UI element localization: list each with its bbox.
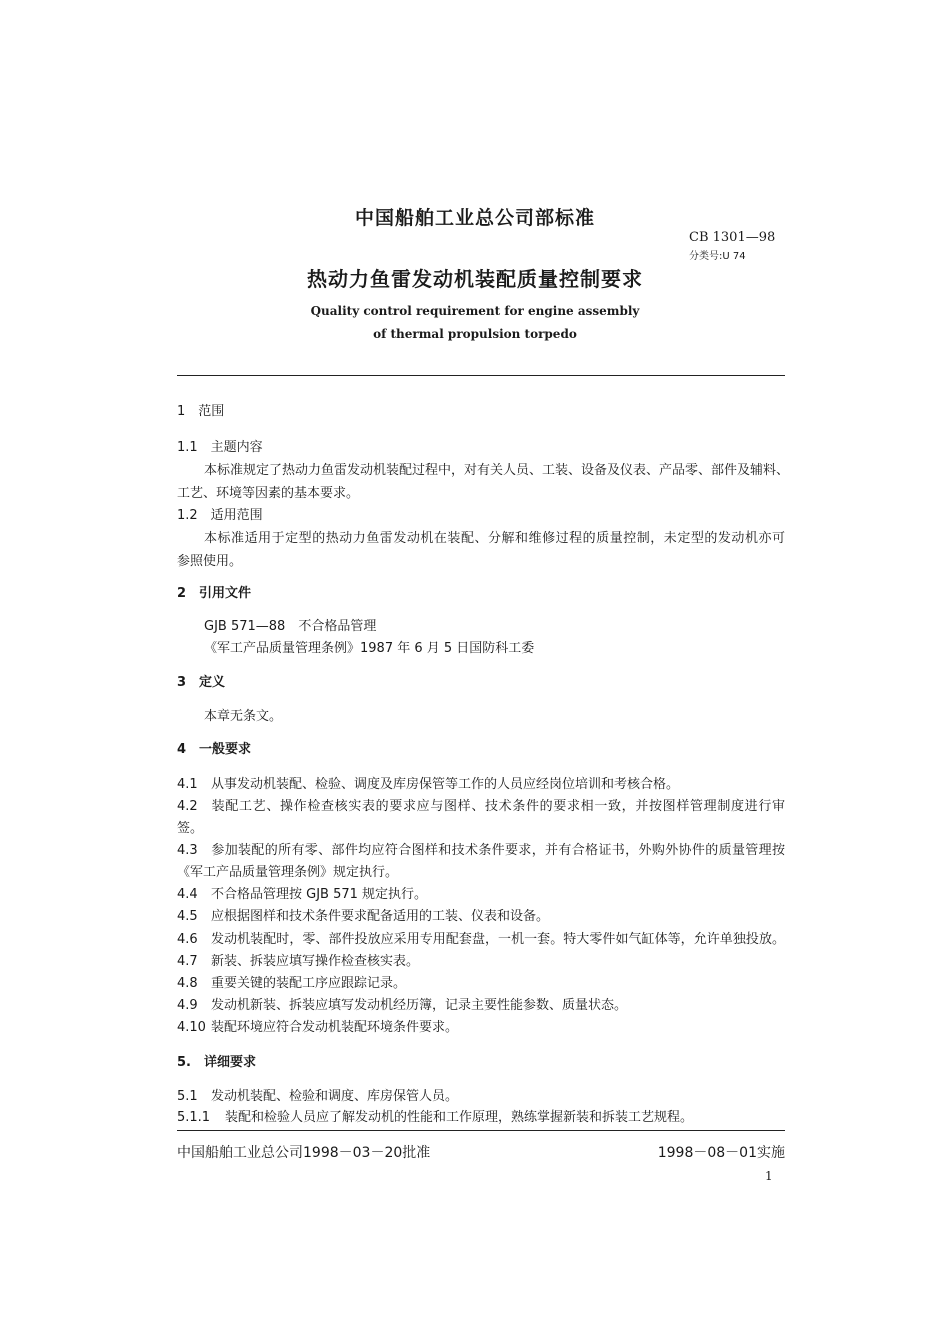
section-3-heading: 3 定义 <box>177 675 226 690</box>
section-1-1-text-line1: 本标准规定了热动力鱼雷发动机装配过程中，对有关人员、工装、设备及仪表、产品零、部件及辅料、 <box>204 463 790 478</box>
section-1-1-heading: 1.1 主题内容 <box>177 440 263 455</box>
clause-text: 装配环境应符合发动机装配环境条件要求。 <box>211 1020 459 1035</box>
clause-4-3 <box>177 843 785 859</box>
clause-4-10 <box>177 1020 458 1036</box>
section-5-heading: 5. 详细要求 <box>177 1055 256 1070</box>
clause-text: 参加装配的所有零、部件均应符合图样和技术条件要求，并有合格证书，外购外协件的质量管理按 <box>211 843 785 858</box>
standard-code: CB 1301—98 <box>689 230 776 245</box>
clause-5-1 <box>177 1089 458 1105</box>
clause-text: 装配工艺、操作检查核实表的要求应与图样、技术条件的要求相一致，并按图样管理制度进行审 <box>211 799 785 814</box>
section-1-2-text-line2: 参照使用。 <box>177 554 243 569</box>
document-title-chinese: 热动力鱼雷发动机装配质量控制要求 <box>307 267 643 291</box>
page-number: 1 <box>765 1169 773 1183</box>
clause-number: 4.6 <box>177 932 198 947</box>
clause-4-2-continued: 签。 <box>177 821 204 836</box>
clause-text: 发动机装配时，零、部件投放应采用专用配套盘，一机一套。特大零件如气缸体等，允许单独投放。 <box>211 932 785 947</box>
clause-4-4 <box>177 887 427 903</box>
clause-text: 应根据图样和技术条件要求配备适用的工装、仪表和设备。 <box>211 909 550 924</box>
reference-quality-regulation: 《军工产品质量管理条例》1987 年 6 月 5 日国防科工委 <box>204 641 535 656</box>
clause-text: 发动机装配、检验和调度、库房保管人员。 <box>211 1089 459 1104</box>
clause-number: 4.1 <box>177 777 198 792</box>
clause-number: 4.5 <box>177 909 198 924</box>
section-2-heading: 2 引用文件 <box>177 586 252 601</box>
section-1-heading: 1 范围 <box>177 404 225 419</box>
implementation-date: 1998－08－01实施 <box>657 1145 785 1161</box>
issuing-organization: 中国船舶工业总公司部标准 <box>354 207 595 229</box>
document-title-english-line1: Quality control requirement for engine assembly <box>310 304 640 318</box>
clause-4-6 <box>177 932 785 948</box>
section-3-text: 本章无条文。 <box>204 709 283 724</box>
clause-number: 4.10 <box>177 1020 206 1035</box>
footer-divider <box>177 1130 785 1131</box>
clause-4-2 <box>177 799 785 815</box>
section-4-heading: 4 一般要求 <box>177 742 252 757</box>
clause-number: 5.1.1 <box>177 1110 211 1125</box>
approval-date: 中国船舶工业总公司1998－03－20批准 <box>177 1145 431 1161</box>
clause-4-7 <box>177 954 419 970</box>
document-title-english-line2: of thermal propulsion torpedo <box>373 327 577 341</box>
clause-4-3-continued: 《军工产品质量管理条例》规定执行。 <box>177 865 399 880</box>
clause-4-5 <box>177 909 549 925</box>
clause-text: 新装、拆装应填写操作检查核实表。 <box>211 954 420 969</box>
clause-number: 4.7 <box>177 954 198 969</box>
clause-5-1-1 <box>177 1110 693 1126</box>
clause-number: 4.9 <box>177 998 198 1013</box>
header-divider <box>177 375 785 376</box>
clause-number: 4.2 <box>177 799 198 814</box>
section-1-2-heading: 1.2 适用范围 <box>177 508 263 523</box>
clause-text: 从事发动机装配、检验、调度及库房保管等工作的人员应经岗位培训和考核合格。 <box>211 777 680 792</box>
clause-text: 装配和检验人员应了解发动机的性能和工作原理，熟练掌握新装和拆装工艺规程。 <box>225 1110 694 1125</box>
clause-4-8 <box>177 976 406 992</box>
classification-code: 分类号:U 74 <box>689 251 746 262</box>
section-1-1-text-line2: 工艺、环境等因素的基本要求。 <box>177 486 360 501</box>
clause-number: 5.1 <box>177 1089 198 1104</box>
clause-4-9 <box>177 998 627 1014</box>
reference-gjb-571: GJB 571—88 不合格品管理 <box>204 619 377 634</box>
clause-text: 不合格品管理按 GJB 571 规定执行。 <box>211 887 428 902</box>
clause-number: 4.4 <box>177 887 198 902</box>
section-1-2-text-line1: 本标准适用于定型的热动力鱼雷发动机在装配、分解和维修过程的质量控制，未定型的发动机亦可 <box>204 531 785 546</box>
clause-4-1 <box>177 777 679 793</box>
clause-text: 发动机新装、拆装应填写发动机经历簿，记录主要性能参数、质量状态。 <box>211 998 628 1013</box>
clause-text: 重要关键的装配工序应跟踪记录。 <box>211 976 407 991</box>
clause-number: 4.3 <box>177 843 198 858</box>
clause-number: 4.8 <box>177 976 198 991</box>
